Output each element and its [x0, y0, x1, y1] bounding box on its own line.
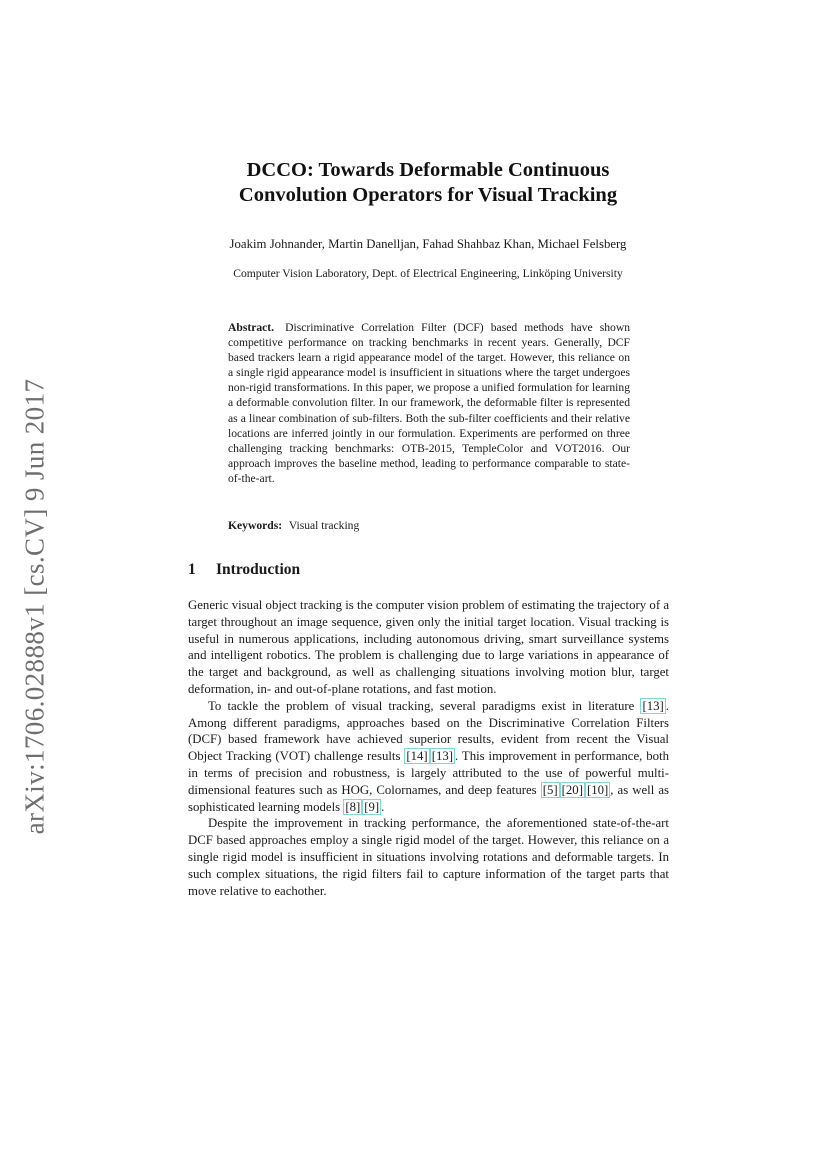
- paragraph-2: [188, 698, 669, 816]
- paragraph-1: Generic visual object tracking is the computer vision problem of estimating the trajectory of a target throughout an image sequence, given only the initial target location. Visual tracking is useful in numerous applications, including autonomous driving, smart surveillance systems and intelligent robotics. The problem is challenging due to large variations in appearance of the target and background, as well as challenging situations involving motion blur, target deformation, in- and out-of-plane rotations, and fast motion.: [188, 598, 669, 696]
- arxiv-identifier-stamp: [10, 372, 60, 840]
- paragraph-2-part-1: To tackle the problem of visual tracking, several paradigms exist in literature: [208, 698, 641, 713]
- paper-title-line-1: DCCO: Towards Deformable Continuous: [246, 159, 610, 181]
- section-title: Introduction: [216, 561, 301, 578]
- paragraph-2-part-3: . This improvement in performance, both in terms of precision and robustness, is largely attributed to the use of powerful multi-dimensional features such as HOG, Colornames, and deep features: [188, 749, 669, 797]
- arxiv-identifier-text: arXiv:1706.02888v1 [cs.CV] 9 Jun 2017: [19, 378, 50, 834]
- citation-link-13-second[interactable]: [13]: [431, 749, 454, 764]
- citation-link-8[interactable]: [8]: [345, 799, 361, 814]
- paragraph-3: Despite the improvement in tracking performance, the aforementioned state-of-the-art DCF based approaches employ a single rigid model of the target. However, this reliance on a single rigid model is insufficient in situations involving rotations and deformable targets. In such complex situations, the rigid filters fail to capture information of the target parts that move relative to eachother.: [188, 816, 669, 898]
- citation-link-20[interactable]: [20]: [561, 782, 583, 797]
- citation-link-13[interactable]: [13]: [642, 698, 664, 713]
- section-heading-introduction: [188, 560, 668, 580]
- abstract-label: Abstract.: [228, 321, 275, 334]
- section-number: 1: [188, 561, 196, 578]
- keywords-block: [228, 518, 630, 533]
- citation-link-5[interactable]: [5]: [542, 782, 558, 797]
- keywords-label: Keywords:: [228, 519, 283, 532]
- paragraph-2-part-5: .: [381, 799, 385, 814]
- paper-title: [150, 158, 706, 208]
- author-list: Joakim Johnander, Martin Danelljan, Fahad Shahbaz Khan, Michael Felsberg: [229, 237, 627, 251]
- citation-link-10[interactable]: [10]: [586, 782, 609, 797]
- abstract-block: [228, 320, 630, 486]
- abstract-text: Discriminative Correlation Filter (DCF) based methods have shown competitive performance on tracking benchmarks in recent years. Generally, DCF based trackers learn a rigid appearance model of the target. However, this reliance on a single rigid appearance model is insufficient in situations where the target undergoes non-rigid transformations. In this paper, we propose a unified formulation for learning a deformable convolution filter. In our framework, the deformable filter is represented as a linear combination of sub-filters. Both the sub-filter coefficients and their relative locations are inferred jointly in our formulation. Experiments are performed on three challenging tracking benchmarks: OTB-2015, TempleColor and VOT2016. Our approach improves the baseline method, leading to performance comparable to state-of-the-art.: [228, 321, 630, 485]
- paragraph-2-part-4: , as well as sophisticated learning models: [188, 782, 669, 814]
- affiliation: Computer Vision Laboratory, Dept. of Electrical Engineering, Linköping University: [233, 267, 623, 280]
- keywords-text: Visual tracking: [288, 519, 360, 532]
- citation-link-9[interactable]: [9]: [364, 799, 380, 814]
- paper-title-line-2: Convolution Operators for Visual Tracking: [238, 184, 618, 206]
- introduction-body: [188, 597, 669, 899]
- citation-link-14[interactable]: [14]: [406, 749, 428, 764]
- paragraph-2-part-2: . Among different paradigms, approaches based on the Discriminative Correlation Filters (DCF) based framework have achieved superior results, evident from recent the Visual Object Tracking (VOT) challenge results: [188, 698, 669, 764]
